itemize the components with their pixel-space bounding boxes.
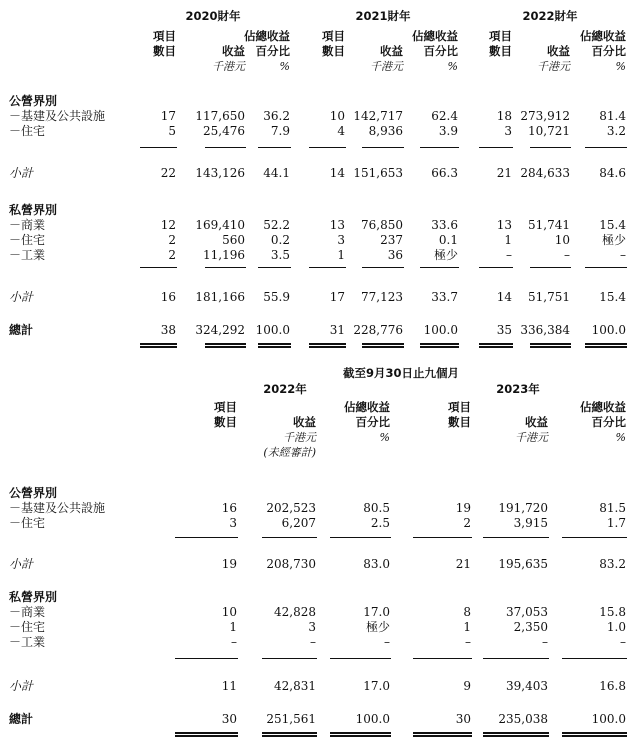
t2-private-row-cell: – [384, 635, 390, 649]
t1-private-row-cell: 169,410 [195, 218, 245, 232]
t1-total-label: 總計 [9, 323, 34, 337]
t1-public-subtotal-label: 小計 [9, 166, 34, 180]
t1-revenue-header: 收益 [380, 44, 403, 58]
t2-private-row-cell: 17.0 [363, 605, 390, 619]
t2-private-sector-label: 私營界別 [9, 590, 58, 604]
t1-total-cell: 336,384 [520, 323, 570, 337]
t1-rule [309, 147, 346, 148]
t1-double-rule [530, 343, 571, 348]
t1-private-row-cell: 237 [380, 233, 403, 247]
t1-rule [205, 147, 246, 148]
t2-private-row-cell: 2,350 [513, 620, 548, 634]
t1-private-subtotal-label: 小計 [9, 290, 34, 304]
t1-double-rule [479, 343, 513, 348]
t2-public-subtotal-cell: 195,635 [498, 557, 548, 571]
t1-public-row-cell: 81.4 [599, 109, 626, 123]
t1-public-row-cell: 5 [168, 124, 176, 138]
t2-pct-unit: % [615, 431, 626, 444]
t1-revenue-unit: 千港元 [212, 60, 245, 73]
t1-public-row-cell: 117,650 [195, 109, 245, 123]
t1-double-rule [140, 343, 177, 348]
t2-rule [413, 537, 472, 538]
t1-total-cell: 31 [329, 323, 345, 337]
t2-total-cell: 100.0 [591, 712, 626, 726]
t1-rule [140, 267, 177, 268]
t1-private-row-cell: 560 [222, 233, 245, 247]
t1-public-row-cell: 7.9 [270, 124, 290, 138]
t2-rule [330, 658, 391, 659]
t2-pct-unit: % [379, 431, 390, 444]
t1-total-cell: 100.0 [423, 323, 458, 337]
t2-count-header: 項目 [214, 400, 237, 414]
t2-private-subtotal-cell: 17.0 [363, 679, 390, 693]
t2-public-row-label: －住宅 [9, 516, 46, 530]
t2-private-row-cell: 1 [463, 620, 471, 634]
t1-total-cell: 38 [160, 323, 176, 337]
t1-rule [420, 267, 459, 268]
t1-pct-unit: % [279, 60, 290, 73]
t1-count-header: 項目 [489, 29, 512, 43]
t1-public-row-cell: 10,721 [528, 124, 570, 138]
t1-pct-header: 佔總收益 [580, 29, 626, 43]
t1-public-row-label: －基建及公共設施 [9, 109, 106, 123]
t2-public-row-cell: 3,915 [513, 516, 548, 530]
t2-total-cell: 235,038 [498, 712, 548, 726]
t2-private-row-cell: 42,828 [274, 605, 316, 619]
t2-private-row-cell: – [310, 635, 316, 649]
t1-pct-header: 百分比 [255, 44, 290, 58]
t1-private-row-cell: 3 [337, 233, 345, 247]
t1-total-cell: 324,292 [195, 323, 245, 337]
t1-private-row-cell: 3.5 [270, 248, 290, 262]
t2-private-row-label: －商業 [9, 605, 46, 619]
t1-private-row-cell: 1 [504, 233, 512, 247]
t1-private-row-cell: 0.1 [438, 233, 458, 247]
t2-private-row-cell: 8 [463, 605, 471, 619]
t1-private-row-cell: – [564, 248, 570, 262]
t2-private-subtotal-label: 小計 [9, 679, 34, 693]
t2-public-row-cell: 202,523 [266, 501, 316, 515]
t1-private-row-cell: 33.6 [431, 218, 458, 232]
t1-pct-header: 百分比 [591, 44, 626, 58]
t2-rule [483, 537, 549, 538]
t1-public-subtotal-cell: 84.6 [599, 166, 626, 180]
t1-private-row-cell: 極少 [433, 248, 458, 262]
t2-public-row-cell: 3 [229, 516, 237, 530]
t2-private-row-cell: 1 [229, 620, 237, 634]
t1-public-row-cell: 4 [337, 124, 345, 138]
t1-public-row-cell: 36.2 [263, 109, 290, 123]
t2-private-row-cell: 1.0 [606, 620, 626, 634]
t2-total-cell: 30 [455, 712, 471, 726]
t1-public-row-cell: 273,912 [520, 109, 570, 123]
t2-public-row-cell: 81.5 [599, 501, 626, 515]
t1-private-subtotal-cell: 14 [496, 290, 512, 304]
t1-public-subtotal-cell: 284,633 [520, 166, 570, 180]
t2-period-header: 截至9月30日止九個月 [342, 366, 459, 380]
t1-public-row-cell: 10 [329, 109, 345, 123]
t2-year-header-1: 2023年 [496, 382, 540, 396]
t2-private-subtotal-cell: 42,831 [274, 679, 316, 693]
t2-pct-header: 百分比 [591, 415, 626, 429]
t1-private-row-cell: 極少 [601, 233, 626, 247]
t1-pct-unit: % [615, 60, 626, 73]
t2-public-row-label: －基建及公共設施 [9, 501, 106, 515]
t1-rule [258, 147, 291, 148]
t2-double-rule [413, 732, 472, 737]
t1-private-row-label: －工業 [9, 248, 46, 262]
t2-private-row-cell: 15.8 [599, 605, 626, 619]
t1-revenue-unit: 千港元 [370, 60, 403, 73]
t1-pct-header: 佔總收益 [412, 29, 458, 43]
t1-public-subtotal-cell: 22 [160, 166, 176, 180]
t1-public-subtotal-cell: 14 [329, 166, 345, 180]
t1-rule [258, 267, 291, 268]
t2-revenue-header: 收益 [525, 415, 548, 429]
t1-private-row-cell: 2 [168, 248, 176, 262]
t1-public-row-cell: 25,476 [203, 124, 245, 138]
t1-private-row-cell: 13 [329, 218, 345, 232]
t2-public-sector-label: 公營界別 [9, 486, 58, 500]
t2-unaudited-note: (未經審計) [263, 446, 316, 459]
t1-count-header: 數目 [322, 44, 345, 58]
t1-public-row-cell: 142,717 [353, 109, 403, 123]
t2-public-row-cell: 2.5 [370, 516, 390, 530]
t1-private-subtotal-cell: 15.4 [599, 290, 626, 304]
t1-pct-header: 百分比 [423, 44, 458, 58]
t1-private-row-cell: 15.4 [599, 218, 626, 232]
t2-private-subtotal-cell: 16.8 [599, 679, 626, 693]
t1-double-rule [309, 343, 346, 348]
t2-public-subtotal-cell: 83.2 [599, 557, 626, 571]
t2-private-row-cell: – [231, 635, 237, 649]
t1-private-row-cell: 1 [337, 248, 345, 262]
t1-private-row-label: －住宅 [9, 233, 46, 247]
t1-double-rule [205, 343, 246, 348]
t2-private-row-cell: 10 [221, 605, 237, 619]
t1-rule [140, 147, 177, 148]
t2-public-row-cell: 19 [455, 501, 471, 515]
t1-rule [479, 267, 513, 268]
t2-public-row-cell: 16 [221, 501, 237, 515]
t1-public-row-label: －住宅 [9, 124, 46, 138]
t1-count-header: 項目 [322, 29, 345, 43]
t1-year-header-1: 2021財年 [355, 9, 411, 23]
t2-private-subtotal-cell: 9 [463, 679, 471, 693]
t2-public-row-cell: 80.5 [363, 501, 390, 515]
t1-public-row-cell: 3.9 [438, 124, 458, 138]
t1-public-row-cell: 18 [496, 109, 512, 123]
t2-double-rule [330, 732, 391, 737]
t2-private-row-cell: – [620, 635, 626, 649]
t1-double-rule [420, 343, 459, 348]
t1-rule [530, 147, 571, 148]
t2-public-subtotal-cell: 83.0 [363, 557, 390, 571]
t2-pct-header: 百分比 [355, 415, 390, 429]
t1-pct-header: 佔總收益 [244, 29, 290, 43]
t1-total-cell: 228,776 [353, 323, 403, 337]
t2-public-subtotal-label: 小計 [9, 557, 34, 571]
t1-private-row-label: －商業 [9, 218, 46, 232]
t2-year-header-0: 2022年 [263, 382, 307, 396]
t1-public-row-cell: 3.2 [606, 124, 626, 138]
t2-rule [413, 658, 472, 659]
t1-private-subtotal-cell: 77,123 [361, 290, 403, 304]
t1-private-row-cell: 13 [496, 218, 512, 232]
t1-private-row-cell: 0.2 [270, 233, 290, 247]
t1-revenue-header: 收益 [222, 44, 245, 58]
t1-private-row-cell: 10 [554, 233, 570, 247]
t2-total-label: 總計 [9, 712, 34, 726]
t1-private-row-cell: – [506, 248, 512, 262]
t1-private-subtotal-cell: 33.7 [431, 290, 458, 304]
t2-total-cell: 100.0 [355, 712, 390, 726]
t2-rule [562, 658, 627, 659]
t2-public-row-cell: 1.7 [606, 516, 626, 530]
t2-count-header: 數目 [448, 415, 471, 429]
t1-rule [585, 267, 627, 268]
t1-year-header-0: 2020財年 [185, 9, 241, 23]
t2-rule [562, 537, 627, 538]
t1-rule [205, 267, 246, 268]
t2-private-row-cell: 37,053 [506, 605, 548, 619]
t1-private-row-cell: – [620, 248, 626, 262]
t2-revenue-unit: 千港元 [283, 431, 316, 444]
t1-pct-unit: % [447, 60, 458, 73]
t1-private-row-cell: 11,196 [203, 248, 245, 262]
t2-private-subtotal-cell: 39,403 [506, 679, 548, 693]
t2-rule [262, 537, 317, 538]
t2-public-row-cell: 2 [463, 516, 471, 530]
t2-public-subtotal-cell: 208,730 [266, 557, 316, 571]
t2-private-row-cell: – [465, 635, 471, 649]
t2-count-header: 項目 [448, 400, 471, 414]
t2-private-subtotal-cell: 11 [221, 679, 237, 693]
t1-total-cell: 100.0 [255, 323, 290, 337]
t1-public-row-cell: 3 [504, 124, 512, 138]
t1-rule [309, 267, 346, 268]
t1-double-rule [585, 343, 627, 348]
t1-public-subtotal-cell: 21 [496, 166, 512, 180]
t1-private-subtotal-cell: 181,166 [195, 290, 245, 304]
t1-private-row-cell: 76,850 [361, 218, 403, 232]
t2-rule [175, 658, 238, 659]
t2-private-row-cell: – [542, 635, 548, 649]
t1-count-header: 項目 [153, 29, 176, 43]
t2-public-row-cell: 6,207 [281, 516, 316, 530]
t2-double-rule [175, 732, 238, 737]
t2-private-row-label: －住宅 [9, 620, 46, 634]
t2-revenue-unit: 千港元 [515, 431, 548, 444]
t1-total-cell: 35 [496, 323, 512, 337]
t1-private-sector-label: 私營界別 [9, 203, 58, 217]
t1-private-row-cell: 51,741 [528, 218, 570, 232]
t2-private-row-cell: 3 [308, 620, 316, 634]
t1-private-row-cell: 52.2 [263, 218, 290, 232]
t1-rule [362, 267, 404, 268]
t2-public-subtotal-cell: 19 [221, 557, 237, 571]
t1-double-rule [362, 343, 404, 348]
t1-private-subtotal-cell: 16 [160, 290, 176, 304]
t1-private-subtotal-cell: 51,751 [528, 290, 570, 304]
t1-public-row-cell: 8,936 [368, 124, 403, 138]
t1-private-subtotal-cell: 55.9 [263, 290, 290, 304]
t2-pct-header: 佔總收益 [580, 400, 626, 414]
t1-public-subtotal-cell: 66.3 [431, 166, 458, 180]
t1-private-subtotal-cell: 17 [329, 290, 345, 304]
t2-rule [175, 537, 238, 538]
t1-public-sector-label: 公營界別 [9, 94, 58, 108]
t2-private-row-label: －工業 [9, 635, 46, 649]
t1-double-rule [258, 343, 291, 348]
t1-rule [420, 147, 459, 148]
t1-public-subtotal-cell: 143,126 [195, 166, 245, 180]
t2-private-row-cell: 極少 [365, 620, 390, 634]
t1-count-header: 數目 [489, 44, 512, 58]
t1-public-row-cell: 62.4 [431, 109, 458, 123]
t2-double-rule [562, 732, 627, 737]
t2-total-cell: 251,561 [266, 712, 316, 726]
t1-rule [530, 267, 571, 268]
t2-double-rule [483, 732, 549, 737]
t1-public-subtotal-cell: 151,653 [353, 166, 403, 180]
t1-rule [479, 147, 513, 148]
t1-revenue-unit: 千港元 [537, 60, 570, 73]
t2-rule [330, 537, 391, 538]
t1-private-row-cell: 36 [387, 248, 403, 262]
t1-count-header: 數目 [153, 44, 176, 58]
t1-private-row-cell: 2 [168, 233, 176, 247]
t1-public-subtotal-cell: 44.1 [263, 166, 290, 180]
t1-year-header-2: 2022財年 [522, 9, 578, 23]
t2-rule [483, 658, 549, 659]
t1-rule [585, 147, 627, 148]
t1-rule [362, 147, 404, 148]
t2-count-header: 數目 [214, 415, 237, 429]
t2-public-subtotal-cell: 21 [455, 557, 471, 571]
t2-total-cell: 30 [221, 712, 237, 726]
t2-double-rule [262, 732, 317, 737]
t2-rule [262, 658, 317, 659]
t1-private-row-cell: 12 [160, 218, 176, 232]
t2-pct-header: 佔總收益 [344, 400, 390, 414]
t2-revenue-header: 收益 [293, 415, 316, 429]
t1-revenue-header: 收益 [547, 44, 570, 58]
t1-total-cell: 100.0 [591, 323, 626, 337]
t2-public-row-cell: 191,720 [498, 501, 548, 515]
t1-public-row-cell: 17 [160, 109, 176, 123]
